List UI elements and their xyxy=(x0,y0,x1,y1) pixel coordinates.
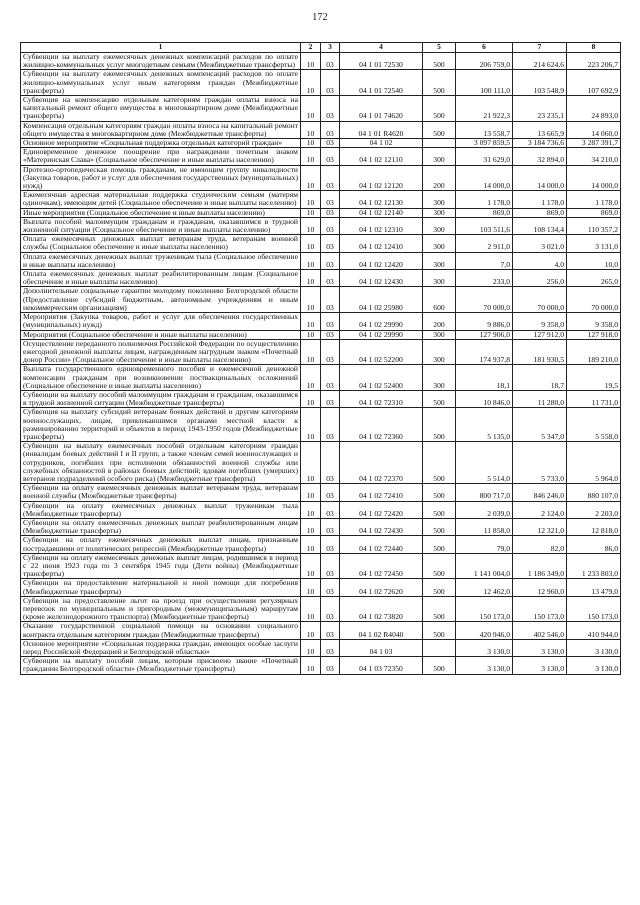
row-name-cell: Оплата ежемесячных денежных выплат реабилитированным лицам (Социальное обеспечение и иные выплаты населению) xyxy=(21,270,301,287)
amount-col7-cell: 3 184 736,6 xyxy=(513,139,567,148)
section-cell: 10 xyxy=(301,252,321,269)
amount-col6-cell: 31 629,0 xyxy=(456,148,513,165)
amount-col7-cell: 82,0 xyxy=(513,536,567,553)
table-row xyxy=(21,96,621,122)
row-name-cell: Мероприятия (Закупка товаров, работ и услуг для обеспечения государственных (муниципальных) нужд) xyxy=(21,313,301,330)
section-cell: 10 xyxy=(301,330,321,339)
row-name-cell: Выплата государственного единовременного пособия и ежемесячной денежной компенсации гражданам при возникновении поствакцинальных осложнений (Социальное обеспечение и иные выплаты населению) xyxy=(21,365,301,391)
amount-col6-cell: 1 178,0 xyxy=(456,191,513,208)
target-code-cell: 04 1 02 72620 xyxy=(340,579,423,596)
amount-col6-cell: 14 000,0 xyxy=(456,165,513,191)
section-cell: 10 xyxy=(301,622,321,639)
amount-col7-cell: 402 546,0 xyxy=(513,622,567,639)
amount-col8-cell: 86,0 xyxy=(567,536,621,553)
target-code-cell: 04 1 01 74620 xyxy=(340,96,423,122)
section-cell: 10 xyxy=(301,121,321,138)
row-name-cell: Субвенции на оплату ежемесячных денежных выплат ветеранам труда, ветеранам военной службы (Межбюджетные трансферты) xyxy=(21,484,301,501)
row-name-cell: Протезно-ортопедическая помощь гражданам, не имеющим группу инвалидности (Закупка товаров, работ и услуг для обеспечения государственных (муниципальных) нужд) xyxy=(21,165,301,191)
section-cell: 10 xyxy=(301,596,321,622)
expense-type-cell: 600 xyxy=(423,287,456,313)
amount-col7-cell: 14 000,0 xyxy=(513,165,567,191)
table-row xyxy=(21,408,621,442)
target-code-cell: 04 1 03 xyxy=(340,639,423,656)
section-cell: 10 xyxy=(301,148,321,165)
expense-type-cell: 500 xyxy=(423,408,456,442)
amount-col6-cell: 174 937,8 xyxy=(456,339,513,365)
column-header: 5 xyxy=(423,43,456,53)
subsection-cell: 03 xyxy=(321,53,340,70)
amount-col8-cell: 1 233 803,0 xyxy=(567,553,621,579)
amount-col6-cell: 11 858,0 xyxy=(456,518,513,535)
amount-col8-cell: 12 818,0 xyxy=(567,518,621,535)
amount-col6-cell: 21 922,3 xyxy=(456,96,513,122)
subsection-cell: 03 xyxy=(321,339,340,365)
amount-col8-cell: 223 206,7 xyxy=(567,53,621,70)
expense-type-cell: 500 xyxy=(423,484,456,501)
amount-col8-cell: 3 130,0 xyxy=(567,639,621,656)
expense-type-cell: 200 xyxy=(423,165,456,191)
target-code-cell: 04 1 02 12410 xyxy=(340,235,423,252)
expense-type-cell: 500 xyxy=(423,121,456,138)
amount-col7-cell: 846 246,0 xyxy=(513,484,567,501)
table-row xyxy=(21,70,621,96)
amount-col6-cell: 10 846,0 xyxy=(456,390,513,407)
target-code-cell: 04 1 02 72370 xyxy=(340,442,423,484)
table-row xyxy=(21,287,621,313)
amount-col6-cell: 7,0 xyxy=(456,252,513,269)
target-code-cell: 04 1 02 12110 xyxy=(340,148,423,165)
subsection-cell: 03 xyxy=(321,365,340,391)
subsection-cell: 03 xyxy=(321,235,340,252)
row-name-cell: Оплата ежемесячных денежных выплат труженикам тыла (Социальное обеспечение и иные выплаты населению) xyxy=(21,252,301,269)
amount-col8-cell: 70 000,0 xyxy=(567,287,621,313)
table-row xyxy=(21,165,621,191)
expense-type-cell: 500 xyxy=(423,536,456,553)
section-cell: 10 xyxy=(301,287,321,313)
section-cell: 10 xyxy=(301,96,321,122)
section-cell: 10 xyxy=(301,484,321,501)
column-header: 4 xyxy=(340,43,423,53)
amount-col6-cell: 420 946,0 xyxy=(456,622,513,639)
amount-col7-cell: 5 733,0 xyxy=(513,442,567,484)
subsection-cell: 03 xyxy=(321,622,340,639)
subsection-cell: 03 xyxy=(321,287,340,313)
table-row xyxy=(21,148,621,165)
section-cell: 10 xyxy=(301,518,321,535)
row-name-cell: Оказание государственной социальной помощи на основании социального контракта отдельным категориям граждан (Межбюджетные трансферты) xyxy=(21,622,301,639)
section-cell: 10 xyxy=(301,217,321,234)
table-row xyxy=(21,339,621,365)
amount-col6-cell: 13 558,7 xyxy=(456,121,513,138)
target-code-cell: 04 1 02 72410 xyxy=(340,484,423,501)
expense-type-cell: 500 xyxy=(423,442,456,484)
table-row xyxy=(21,191,621,208)
subsection-cell: 03 xyxy=(321,148,340,165)
amount-col7-cell: 18,7 xyxy=(513,365,567,391)
amount-col8-cell: 3 131,0 xyxy=(567,235,621,252)
table-row xyxy=(21,484,621,501)
expense-type-cell: 500 xyxy=(423,579,456,596)
amount-col6-cell: 206 759,0 xyxy=(456,53,513,70)
subsection-cell: 03 xyxy=(321,330,340,339)
amount-col8-cell: 410 944,0 xyxy=(567,622,621,639)
subsection-cell: 03 xyxy=(321,536,340,553)
target-code-cell: 04 1 02 12130 xyxy=(340,191,423,208)
row-name-cell: Субвенции на выплату ежемесячных денежных компенсаций расходов по оплате жилищно-коммунальных услуг многодетным семьям (Межбюджетные трансферты) xyxy=(21,53,301,70)
target-code-cell: 04 1 02 72440 xyxy=(340,536,423,553)
amount-col6-cell: 5 514,0 xyxy=(456,442,513,484)
amount-col7-cell: 103 548,9 xyxy=(513,70,567,96)
expense-type-cell xyxy=(423,639,456,656)
section-cell: 10 xyxy=(301,390,321,407)
target-code-cell: 04 1 02 12310 xyxy=(340,217,423,234)
amount-col6-cell: 3 130,0 xyxy=(456,657,513,674)
row-name-cell: Субвенции на выплату ежемесячных денежных компенсаций расходов по оплате жилищно-коммунальных услуг иным категориям граждан (Межбюджетные трансферты) xyxy=(21,70,301,96)
target-code-cell: 04 1 01 72540 xyxy=(340,70,423,96)
amount-col8-cell: 13 479,0 xyxy=(567,579,621,596)
expense-type-cell: 300 xyxy=(423,148,456,165)
row-name-cell: Субвенция на выплату субсидий ветеранам боевых действий и другим категориям военнослужащих, лицам, привлекавшимся органами местной власти к разминированию территорий и объектов в период 1943-1950 годов (Межбюджетные трансферты) xyxy=(21,408,301,442)
amount-col8-cell: 127 918,0 xyxy=(567,330,621,339)
table-header xyxy=(21,43,621,53)
expense-type-cell: 500 xyxy=(423,553,456,579)
amount-col6-cell: 12 462,0 xyxy=(456,579,513,596)
amount-col7-cell: 127 912,0 xyxy=(513,330,567,339)
amount-col6-cell: 103 511,6 xyxy=(456,217,513,234)
expense-type-cell: 500 xyxy=(423,622,456,639)
expense-type-cell: 300 xyxy=(423,339,456,365)
table-row xyxy=(21,235,621,252)
amount-col7-cell: 12 321,0 xyxy=(513,518,567,535)
expense-type-cell: 500 xyxy=(423,390,456,407)
column-header: 1 xyxy=(21,43,301,53)
amount-col7-cell: 70 000,0 xyxy=(513,287,567,313)
amount-col7-cell: 4,0 xyxy=(513,252,567,269)
subsection-cell: 03 xyxy=(321,484,340,501)
amount-col6-cell: 79,0 xyxy=(456,536,513,553)
section-cell: 10 xyxy=(301,339,321,365)
section-cell: 10 xyxy=(301,408,321,442)
column-header: 3 xyxy=(321,43,340,53)
section-cell: 10 xyxy=(301,579,321,596)
row-name-cell: Единовременное денежное поощрение при награждении почетным знаком «Материнская Слава» (Социальное обеспечение и иные выплаты населению) xyxy=(21,148,301,165)
section-cell: 10 xyxy=(301,53,321,70)
target-code-cell: 04 1 02 72360 xyxy=(340,408,423,442)
amount-col7-cell: 11 280,0 xyxy=(513,390,567,407)
target-code-cell: 04 1 02 R4040 xyxy=(340,622,423,639)
amount-col6-cell: 150 173,0 xyxy=(456,596,513,622)
amount-col8-cell: 10,0 xyxy=(567,252,621,269)
table-row xyxy=(21,442,621,484)
amount-col7-cell: 3 130,0 xyxy=(513,657,567,674)
page-number: 172 xyxy=(312,12,328,23)
table-row xyxy=(21,622,621,639)
amount-col8-cell: 11 731,0 xyxy=(567,390,621,407)
row-name-cell: Иные мероприятия (Социальное обеспечение и иные выплаты населению) xyxy=(21,208,301,217)
expense-type-cell: 500 xyxy=(423,657,456,674)
subsection-cell: 03 xyxy=(321,139,340,148)
subsection-cell: 03 xyxy=(321,442,340,484)
target-code-cell: 04 1 02 12430 xyxy=(340,270,423,287)
subsection-cell: 03 xyxy=(321,270,340,287)
amount-col7-cell: 214 624,6 xyxy=(513,53,567,70)
expense-type-cell xyxy=(423,139,456,148)
row-name-cell: Субвенции на предоставление льгот на проезд при осуществлении регулярных перевозок по муниципальным и пригородным (межмуниципальным) маршрутам (кроме железнодорожного транспорта) (Межбюджетные трансферты) xyxy=(21,596,301,622)
subsection-cell: 03 xyxy=(321,596,340,622)
amount-col7-cell: 9 358,0 xyxy=(513,313,567,330)
row-name-cell: Дополнительные социальные гарантии молодому поколению Белгородской области (Предоставление субсидий бюджетным, автономным учреждениям и иным некоммерческим организациям) xyxy=(21,287,301,313)
amount-col8-cell: 1 178,0 xyxy=(567,191,621,208)
amount-col8-cell: 189 210,0 xyxy=(567,339,621,365)
expense-type-cell: 300 xyxy=(423,191,456,208)
table-row xyxy=(21,579,621,596)
column-header: 8 xyxy=(567,43,621,53)
amount-col7-cell: 3 130,0 xyxy=(513,639,567,656)
amount-col7-cell: 32 894,0 xyxy=(513,148,567,165)
expense-type-cell: 500 xyxy=(423,96,456,122)
target-code-cell: 04 1 01 72530 xyxy=(340,53,423,70)
section-cell: 10 xyxy=(301,235,321,252)
table-row xyxy=(21,657,621,674)
row-name-cell: Субвенции на оплату ежемесячных денежных выплат труженикам тыла (Межбюджетные трансферты) xyxy=(21,501,301,518)
row-name-cell: Субвенции на выплату пособий лицам, которым присвоено звание «Почетный гражданин Белгородской области» (Межбюджетные трансферты) xyxy=(21,657,301,674)
amount-col6-cell: 2 039,0 xyxy=(456,501,513,518)
section-cell: 10 xyxy=(301,501,321,518)
target-code-cell: 04 1 02 72420 xyxy=(340,501,423,518)
row-name-cell: Выплата пособий малоимущим гражданам и гражданам, оказавшимся в трудной жизненной ситуации (Социальное обеспечение и иные выплаты населению) xyxy=(21,217,301,234)
amount-col8-cell: 880 107,0 xyxy=(567,484,621,501)
expense-type-cell: 500 xyxy=(423,518,456,535)
row-name-cell: Субвенция на компенсацию отдельным категориям граждан оплаты взноса на капитальный ремонт общего имущества в многоквартирном доме (Межбюджетные трансферты) xyxy=(21,96,301,122)
amount-col8-cell: 110 357,2 xyxy=(567,217,621,234)
expense-type-cell: 300 xyxy=(423,217,456,234)
target-code-cell: 04 1 02 29990 xyxy=(340,313,423,330)
amount-col8-cell: 14 060,0 xyxy=(567,121,621,138)
section-cell: 10 xyxy=(301,208,321,217)
amount-col7-cell: 13 665,9 xyxy=(513,121,567,138)
table-row xyxy=(21,53,621,70)
table-row xyxy=(21,121,621,138)
expense-type-cell: 200 xyxy=(423,313,456,330)
table-row xyxy=(21,330,621,339)
target-code-cell: 04 1 02 25980 xyxy=(340,287,423,313)
table-row xyxy=(21,639,621,656)
table-body xyxy=(21,53,621,675)
table-row xyxy=(21,596,621,622)
target-code-cell: 04 1 02 12140 xyxy=(340,208,423,217)
subsection-cell: 03 xyxy=(321,252,340,269)
amount-col6-cell: 3 130,0 xyxy=(456,639,513,656)
amount-col8-cell: 14 000,0 xyxy=(567,165,621,191)
section-cell: 10 xyxy=(301,639,321,656)
target-code-cell: 04 1 02 29990 xyxy=(340,330,423,339)
amount-col7-cell: 23 235,1 xyxy=(513,96,567,122)
row-name-cell: Компенсация отдельным категориям граждан оплаты взноса на капитальный ремонт общего имущества в многоквартирном доме (Межбюджетные трансферты) xyxy=(21,121,301,138)
expense-type-cell: 300 xyxy=(423,208,456,217)
table-row xyxy=(21,518,621,535)
row-name-cell: Субвенции на оплату ежемесячных денежных выплат лицам, родившимся в период с 22 июня 1923 года по 3 сентября 1945 года (Дети войны) (Межбюджетные трансферты) xyxy=(21,553,301,579)
table-row xyxy=(21,313,621,330)
section-cell: 10 xyxy=(301,70,321,96)
amount-col7-cell: 2 124,0 xyxy=(513,501,567,518)
amount-col6-cell: 100 111,0 xyxy=(456,70,513,96)
section-cell: 10 xyxy=(301,553,321,579)
amount-col8-cell: 9 358,0 xyxy=(567,313,621,330)
expense-type-cell: 500 xyxy=(423,596,456,622)
subsection-cell: 03 xyxy=(321,96,340,122)
column-header: 6 xyxy=(456,43,513,53)
target-code-cell: 04 1 02 72450 xyxy=(340,553,423,579)
amount-col7-cell: 12 960,0 xyxy=(513,579,567,596)
amount-col7-cell: 1 186 349,0 xyxy=(513,553,567,579)
amount-col7-cell: 181 930,5 xyxy=(513,339,567,365)
amount-col8-cell: 3 130,0 xyxy=(567,657,621,674)
subsection-cell: 03 xyxy=(321,579,340,596)
amount-col8-cell: 869,0 xyxy=(567,208,621,217)
section-cell: 10 xyxy=(301,536,321,553)
budget-table xyxy=(20,42,621,675)
table-row xyxy=(21,390,621,407)
target-code-cell: 04 1 01 R4620 xyxy=(340,121,423,138)
row-name-cell: Субвенции на оплату ежемесячных денежных выплат лицам, признанным пострадавшими от политических репрессий (Межбюджетные трансферты) xyxy=(21,536,301,553)
subsection-cell: 03 xyxy=(321,208,340,217)
subsection-cell: 03 xyxy=(321,70,340,96)
amount-col7-cell: 256,0 xyxy=(513,270,567,287)
subsection-cell: 03 xyxy=(321,501,340,518)
table-row xyxy=(21,501,621,518)
target-code-cell: 04 1 02 73820 xyxy=(340,596,423,622)
expense-type-cell: 500 xyxy=(423,53,456,70)
subsection-cell: 03 xyxy=(321,518,340,535)
expense-type-cell: 300 xyxy=(423,235,456,252)
amount-col6-cell: 3 097 859,5 xyxy=(456,139,513,148)
amount-col8-cell: 34 210,0 xyxy=(567,148,621,165)
expense-type-cell: 300 xyxy=(423,365,456,391)
amount-col7-cell: 869,0 xyxy=(513,208,567,217)
target-code-cell: 04 1 02 72430 xyxy=(340,518,423,535)
target-code-cell: 04 1 02 52400 xyxy=(340,365,423,391)
section-cell: 10 xyxy=(301,270,321,287)
target-code-cell: 04 1 02 12420 xyxy=(340,252,423,269)
row-name-cell: Мероприятия (Социальное обеспечение и иные выплаты населению) xyxy=(21,330,301,339)
amount-col8-cell: 5 964,0 xyxy=(567,442,621,484)
row-name-cell: Основное мероприятие «Социальная поддержка граждан, имеющих особые заслуги перед Российской Федерацией и Белгородской областью» xyxy=(21,639,301,656)
section-cell: 10 xyxy=(301,313,321,330)
row-name-cell: Субвенции на предоставление материальной и иной помощи для погребения (Межбюджетные трансферты) xyxy=(21,579,301,596)
amount-col6-cell: 18,1 xyxy=(456,365,513,391)
section-cell: 10 xyxy=(301,165,321,191)
section-cell: 10 xyxy=(301,139,321,148)
subsection-cell: 03 xyxy=(321,639,340,656)
amount-col8-cell: 265,0 xyxy=(567,270,621,287)
amount-col6-cell: 70 000,0 xyxy=(456,287,513,313)
subsection-cell: 03 xyxy=(321,408,340,442)
amount-col6-cell: 2 911,0 xyxy=(456,235,513,252)
row-name-cell: Оплата ежемесячных денежных выплат ветеранам труда, ветеранам военной службы (Социальное обеспечение и иные выплаты населению) xyxy=(21,235,301,252)
amount-col8-cell: 2 203,0 xyxy=(567,501,621,518)
target-code-cell: 04 1 02 xyxy=(340,139,423,148)
table-row xyxy=(21,252,621,269)
subsection-cell: 03 xyxy=(321,165,340,191)
target-code-cell: 04 1 02 52200 xyxy=(340,339,423,365)
amount-col6-cell: 9 886,0 xyxy=(456,313,513,330)
row-name-cell: Субвенции на выплату пособий малоимущим гражданам и гражданам, оказавшимся в трудной жизненной ситуации (Межбюджетные трансферты) xyxy=(21,390,301,407)
section-cell: 10 xyxy=(301,365,321,391)
table-row xyxy=(21,208,621,217)
row-name-cell: Субвенции на выплату ежемесячных пособий отдельным категориям граждан (инвалидам боевых действий I и II групп, а также членам семей военнослужащих и сотрудников, погибших при исполнении обязанностей военной службы или служебных обязанностей в районах боевых действий; вдовам погибших (умерших) ветеранов подразделений особого риска) (Межбюджетные трансферты) xyxy=(21,442,301,484)
row-name-cell: Субвенции на оплату ежемесячных денежных выплат реабилитированным лицам (Межбюджетные трансферты) xyxy=(21,518,301,535)
subsection-cell: 03 xyxy=(321,657,340,674)
target-code-cell: 04 1 02 72310 xyxy=(340,390,423,407)
table-row xyxy=(21,217,621,234)
subsection-cell: 03 xyxy=(321,121,340,138)
expense-type-cell: 500 xyxy=(423,501,456,518)
amount-col7-cell: 5 347,0 xyxy=(513,408,567,442)
row-name-cell: Ежемесячная адресная материальная поддержка студенческим семьям (матерям одиночкам), имеющим детей (Социальное обеспечение и иные выплаты населению) xyxy=(21,191,301,208)
column-header: 2 xyxy=(301,43,321,53)
row-name-cell: Основное мероприятие «Социальная поддержка отдельных категорий граждан» xyxy=(21,139,301,148)
amount-col7-cell: 108 134,4 xyxy=(513,217,567,234)
section-cell: 10 xyxy=(301,191,321,208)
section-cell: 10 xyxy=(301,657,321,674)
target-code-cell: 04 1 02 12120 xyxy=(340,165,423,191)
amount-col6-cell: 233,0 xyxy=(456,270,513,287)
amount-col8-cell: 19,5 xyxy=(567,365,621,391)
expense-type-cell: 300 xyxy=(423,330,456,339)
amount-col6-cell: 127 906,0 xyxy=(456,330,513,339)
amount-col6-cell: 1 141 004,0 xyxy=(456,553,513,579)
table-row xyxy=(21,553,621,579)
section-cell: 10 xyxy=(301,442,321,484)
subsection-cell: 03 xyxy=(321,390,340,407)
amount-col7-cell: 3 021,0 xyxy=(513,235,567,252)
table-row xyxy=(21,270,621,287)
header-row xyxy=(21,43,621,53)
expense-type-cell: 300 xyxy=(423,270,456,287)
amount-col8-cell: 107 692,9 xyxy=(567,70,621,96)
amount-col7-cell: 1 178,0 xyxy=(513,191,567,208)
amount-col6-cell: 800 717,0 xyxy=(456,484,513,501)
subsection-cell: 03 xyxy=(321,313,340,330)
amount-col8-cell: 5 558,0 xyxy=(567,408,621,442)
target-code-cell: 04 1 03 72350 xyxy=(340,657,423,674)
amount-col7-cell: 150 173,0 xyxy=(513,596,567,622)
table-row xyxy=(21,365,621,391)
amount-col6-cell: 869,0 xyxy=(456,208,513,217)
amount-col8-cell: 3 287 391,7 xyxy=(567,139,621,148)
expense-type-cell: 300 xyxy=(423,252,456,269)
column-header: 7 xyxy=(513,43,567,53)
subsection-cell: 03 xyxy=(321,553,340,579)
amount-col8-cell: 24 893,0 xyxy=(567,96,621,122)
subsection-cell: 03 xyxy=(321,217,340,234)
amount-col6-cell: 5 135,0 xyxy=(456,408,513,442)
amount-col8-cell: 150 173,0 xyxy=(567,596,621,622)
expense-type-cell: 500 xyxy=(423,70,456,96)
subsection-cell: 03 xyxy=(321,191,340,208)
row-name-cell: Осуществление переданного полномочия Российской Федерации по осуществлению ежегодной денежной выплаты лицам, награжденным нагрудным знаком «Почетный донор России» (Социальное обеспечение и иные выплаты населению) xyxy=(21,339,301,365)
table-row xyxy=(21,536,621,553)
